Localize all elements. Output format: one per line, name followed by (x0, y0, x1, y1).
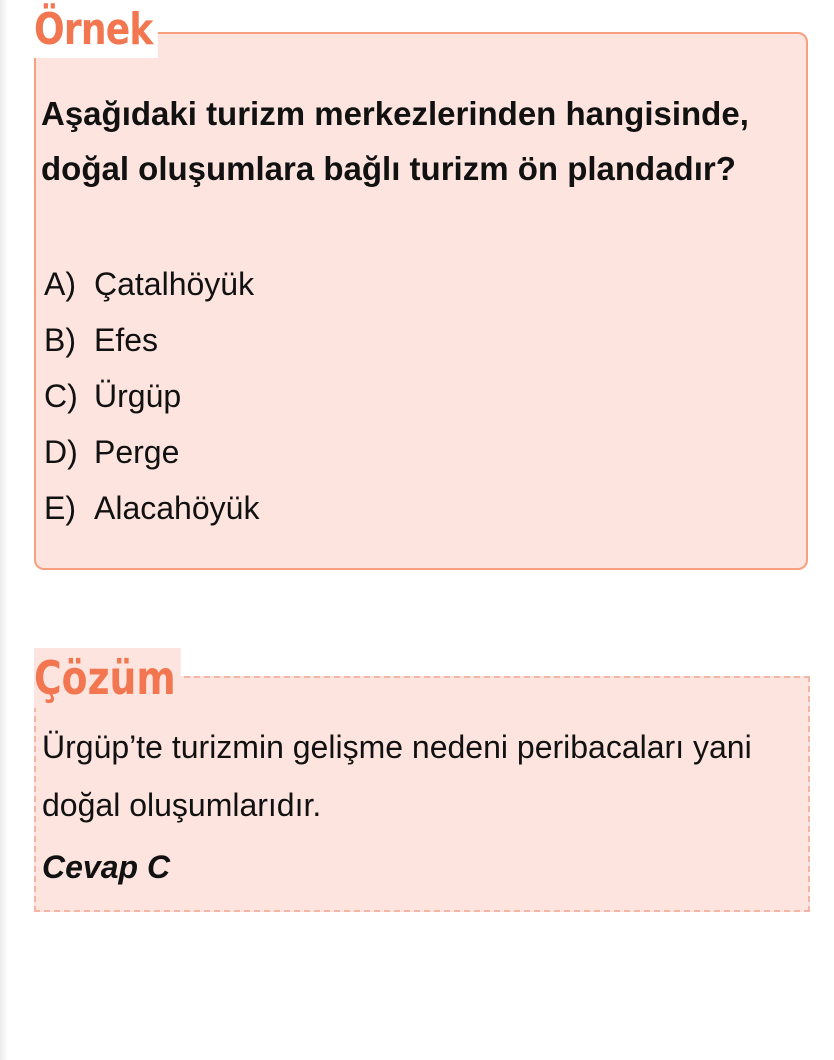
answer-options (44, 256, 259, 536)
option-text: Efes (94, 322, 159, 358)
option-text: Perge (94, 434, 180, 470)
option-text: Çatalhöyük (94, 266, 255, 302)
option-d (44, 424, 259, 480)
option-letter: D) (44, 434, 78, 470)
option-text: Alacahöyük (94, 490, 260, 526)
question-text: Aşağıdaki turizm merkezlerinden hangisinde, doğal oluşumlara bağlı turizm ön plandadır? (41, 95, 749, 187)
page-edge (0, 0, 8, 1060)
option-text: Ürgüp (94, 378, 182, 414)
solution-title: Çözüm (34, 648, 181, 708)
option-c (44, 368, 259, 424)
option-letter: A) (44, 266, 76, 302)
solution-text: Ürgüp’te turizmin gelişme nedeni peribacaları yani doğal oluşumlarıdır. (42, 729, 752, 823)
option-a (44, 256, 259, 312)
option-e (44, 480, 259, 536)
option-letter: C) (44, 378, 78, 414)
option-letter: B) (44, 322, 76, 358)
example-title: Örnek (34, 2, 157, 58)
option-b (44, 312, 259, 368)
answer-text: Cevap C (42, 849, 171, 885)
option-letter: E) (44, 490, 76, 526)
